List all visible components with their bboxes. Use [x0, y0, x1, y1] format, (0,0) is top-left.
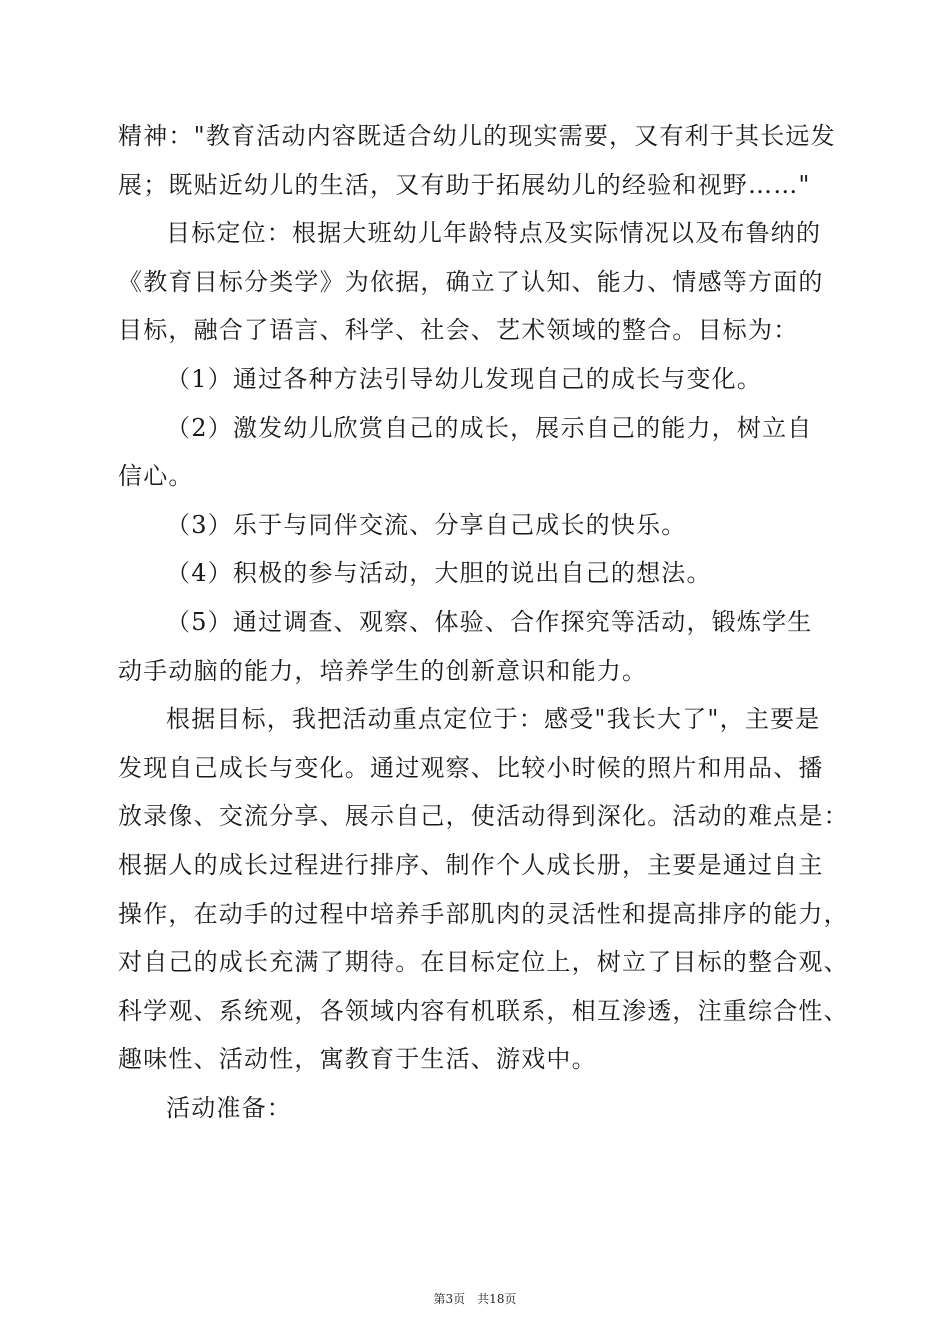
goal-item-2: （2）激发幼儿欣赏自己的成长，展示自己的能力，树立自 — [166, 413, 813, 442]
text-line: 放录像、交流分享、展示自己，使活动得到深化。活动的难点是： — [118, 802, 849, 831]
page-number-footer: 第3页 共18页 — [433, 1292, 517, 1306]
goal-item-3: （3）乐于与同伴交流、分享自己成长的快乐。 — [166, 510, 687, 539]
text-line: 精神："教育活动内容既适合幼儿的现实需要，又有利于其长远发 — [118, 122, 836, 150]
goal-item-4: （4）积极的参与活动，大胆的说出自己的想法。 — [166, 559, 712, 588]
text-line: 对自己的成长充满了期待。在目标定位上，树立了目标的整合观、 — [118, 948, 849, 977]
text-line: 展；既贴近幼儿的生活，又有助于拓展幼儿的经验和视野……" — [118, 170, 811, 199]
text-line: 发现自己成长与变化。通过观察、比较小时候的照片和用品、播 — [118, 753, 824, 782]
text-line: 信心。 — [118, 462, 194, 491]
text-line: 目标定位：根据大班幼儿年龄特点及实际情况以及布鲁纳的 — [166, 219, 822, 248]
text-line: 《教育目标分类学》为依据，确立了认知、能力、情感等方面的 — [118, 267, 824, 296]
text-line: 目标，融合了语言、科学、社会、艺术领域的整合。目标为： — [118, 316, 799, 345]
section-heading: 活动准备： — [166, 1093, 292, 1122]
text-line: 根据目标，我把活动重点定位于：感受"我长大了"，主要是 — [166, 705, 821, 734]
document-body — [118, 112, 849, 1132]
text-line: 科学观、系统观，各领域内容有机联系，相互渗透，注重综合性、 — [118, 996, 849, 1025]
text-line: 操作，在动手的过程中培养手部肌肉的灵活性和提高排序的能力， — [118, 899, 849, 928]
goal-item-1: （1）通过各种方法引导幼儿发现自己的成长与变化。 — [166, 364, 763, 393]
goal-item-5: （5）通过调查、观察、体验、合作探究等活动，锻炼学生 — [166, 607, 813, 636]
text-line: 趣味性、活动性，寓教育于生活、游戏中。 — [118, 1045, 597, 1074]
text-line: 动手动脑的能力，培养学生的创新意识和能力。 — [118, 656, 648, 685]
text-line: 根据人的成长过程进行排序、制作个人成长册，主要是通过自主 — [118, 850, 824, 879]
